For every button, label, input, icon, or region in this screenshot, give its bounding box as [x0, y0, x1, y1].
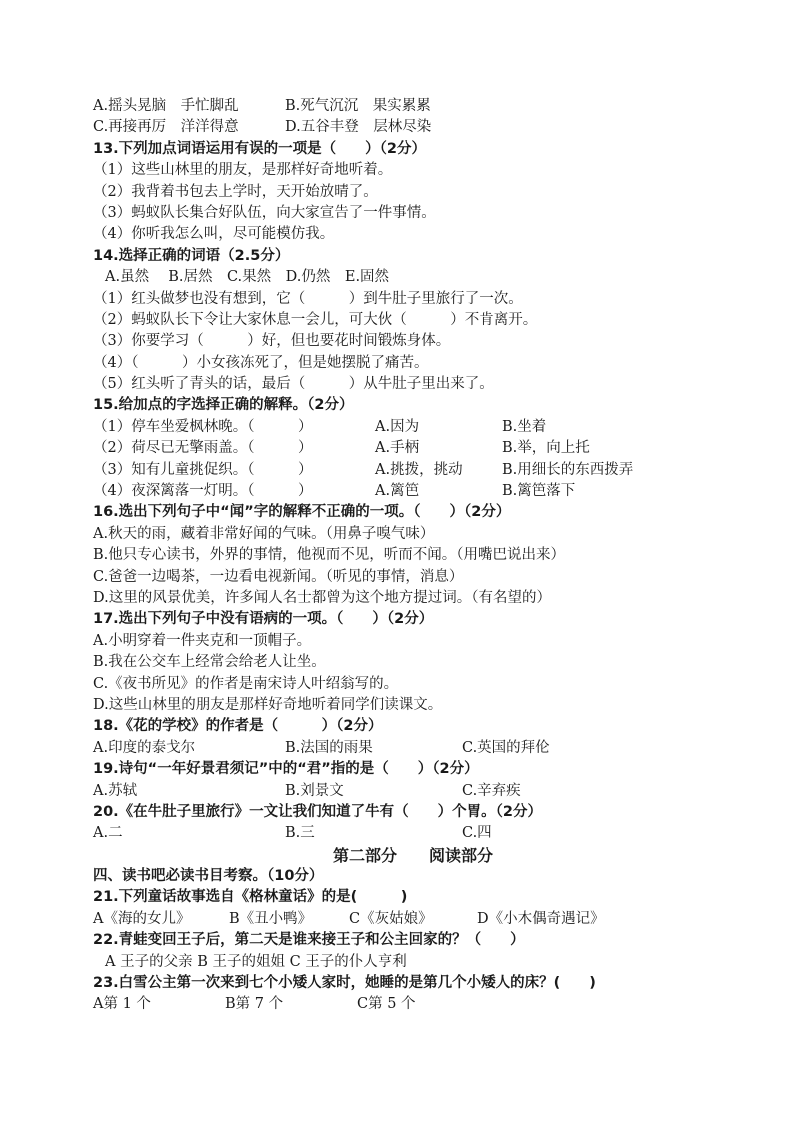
- option-d: D.五谷丰登 层林尽染: [285, 119, 432, 136]
- q15-option-b: B.坐着: [502, 418, 547, 435]
- q19-option-a: A.苏轼: [93, 782, 138, 799]
- q14-item: （4）（ ）小女孩冻死了，但是她摆脱了痛苦。: [93, 354, 429, 371]
- q17-option: D.这些山林里的朋友是那样好奇地听着同学们读课文。: [93, 696, 443, 713]
- q12-options-row1: [93, 96, 733, 117]
- q23-options: [93, 994, 733, 1015]
- q14-item: （3）你要学习（ ）好，但也要花时间锻炼身体。: [93, 333, 451, 350]
- question-18: 18.《花的学校》的作者是（ ）（2分）: [93, 718, 383, 735]
- q12-options-row2: [93, 117, 733, 138]
- q15-option-a: A.挑拨，挑动: [375, 461, 463, 478]
- q21-option-c: C《灰姑娘》: [349, 910, 433, 927]
- q21-option-b: B《丑小鸭》: [229, 910, 313, 927]
- q14-item: （5）红头听了青头的话，最后（ ）从牛肚子里出来了。: [93, 376, 494, 393]
- q15-poem-line: （2）荷尽已无擎雨盖。（ ）: [93, 440, 313, 457]
- q15-option-b: B.篱笆落下: [502, 483, 576, 500]
- question-13: 13.下列加点词语运用有误的一项是（ ）（2分）: [93, 140, 427, 157]
- q23-option-b: B第 7 个: [225, 996, 284, 1013]
- q19-option-c: C.辛弃疾: [462, 782, 521, 799]
- q15-option-b: B.举，向上托: [502, 440, 590, 457]
- q19-option-b: B.刘景文: [285, 782, 344, 799]
- q15-row: [93, 460, 733, 481]
- q22-options: A 王子的父亲 B 王子的姐姐 C 王子的仆人亨利: [105, 953, 407, 970]
- question-19: 19.诗句“一年好景君须记”中的“君”指的是（ ）（2分）: [93, 761, 479, 778]
- q20-option-b: B.三: [285, 825, 315, 842]
- q15-poem-line: （3）知有儿童挑促织。（ ）: [93, 461, 313, 478]
- exam-page: [93, 96, 733, 1016]
- q15-poem-line: （4）夜深篱落一灯明。（ ）: [93, 483, 313, 500]
- q16-option: A.秋天的雨，藏着非常好闻的气味。（用鼻子嗅气味）: [93, 525, 435, 542]
- q15-option-a: A.手柄: [375, 440, 420, 457]
- question-14: 14.选择正确的词语（2.5分）: [93, 247, 290, 264]
- q16-option: D.这里的风景优美，许多闻人名士都曾为这个地方提过词。（有名望的）: [93, 589, 551, 606]
- question-23: 23.白雪公主第一次来到七个小矮人家时，她睡的是第几个小矮人的床？( ): [93, 975, 596, 992]
- q14-item: （1）红头做梦也没有想到，它（ ）到牛肚子里旅行了一次。: [93, 290, 523, 307]
- q16-option: B.他只专心读书，外界的事情，他视而不见，听而不闻。（用嘴巴说出来）: [93, 547, 566, 564]
- question-16: 16.选出下列句子中“闻”字的解释不正确的一项。（ ）（2分）: [93, 504, 511, 521]
- q13-item: （4）你听我怎么叫，尽可能模仿我。: [93, 226, 335, 243]
- question-15: 15.给加点的字选择正确的解释。（2分）: [93, 397, 354, 414]
- q18-option-a: A.印度的泰戈尔: [93, 739, 196, 756]
- q14-item: （2）蚂蚁队长下令让大家休息一会儿，可大伙（ ）不肯离开。: [93, 311, 538, 328]
- q15-row: [93, 481, 733, 502]
- q18-option-c: C.英国的拜伦: [462, 739, 550, 756]
- q15-row: [93, 438, 733, 459]
- q18-options: [93, 738, 733, 759]
- question-21: 21.下列童话故事选自《格林童话》的是( ): [93, 889, 408, 906]
- q17-option: B.我在公交车上经常会给老人让坐。: [93, 654, 326, 671]
- option-b: B.死气沉沉 果实累累: [285, 98, 431, 114]
- question-17: 17.选出下列句子中没有语病的一项。（ ）（2分）: [93, 611, 434, 628]
- q21-options: [93, 909, 733, 930]
- q16-option: C.爸爸一边喝茶，一边看电视新闻。（听见的事情，消息）: [93, 568, 464, 585]
- q14-options: A.虽然 B.居然 C.果然 D.仍然 E.固然: [105, 269, 390, 286]
- q23-option-a: A第 1 个: [93, 996, 151, 1013]
- q20-options: [93, 823, 733, 844]
- question-22: 22.青蛙变回王子后，第二天是谁来接王子和公主回家的？（ ）: [93, 932, 525, 949]
- q21-option-a: A《海的女儿》: [93, 910, 191, 927]
- q15-option-a: A.篱笆: [375, 483, 420, 500]
- q20-option-c: C.四: [462, 825, 492, 842]
- q23-option-c: C第 5 个: [357, 996, 416, 1013]
- q13-item: （2）我背着书包去上学时，天开始放晴了。: [93, 183, 378, 200]
- q18-option-b: B.法国的雨果: [285, 739, 373, 756]
- q15-poem-line: （1）停车坐爱枫林晚。（ ）: [93, 418, 313, 435]
- q15-row: [93, 417, 733, 438]
- q21-option-d: D《小木偶奇遇记》: [477, 910, 605, 927]
- q15-option-b: B.用细长的东西拨弄: [502, 461, 634, 478]
- option-a: A.摇头晃脑 手忙脚乱: [93, 98, 239, 114]
- q20-option-a: A.二: [93, 825, 123, 842]
- q15-option-a: A.因为: [375, 418, 420, 435]
- q13-item: （3）蚂蚁队长集合好队伍，向大家宣告了一件事情。: [93, 204, 436, 221]
- q17-option: C.《夜书所见》的作者是南宋诗人叶绍翁写的。: [93, 675, 399, 692]
- section-4-heading: 四、读书吧必读书目考察。（10分）: [93, 868, 324, 885]
- part-2-heading: 第二部分 阅读部分: [332, 845, 493, 865]
- option-c: C.再接再厉 洋洋得意: [93, 119, 239, 136]
- q19-options: [93, 781, 733, 802]
- q17-option: A.小明穿着一件夹克和一顶帽子。: [93, 632, 312, 649]
- q13-item: （1）这些山林里的朋友，是那样好奇地听着。: [93, 162, 393, 179]
- question-20: 20.《在牛肚子里旅行》一文让我们知道了牛有（ ）个胃。（2分）: [93, 803, 543, 820]
